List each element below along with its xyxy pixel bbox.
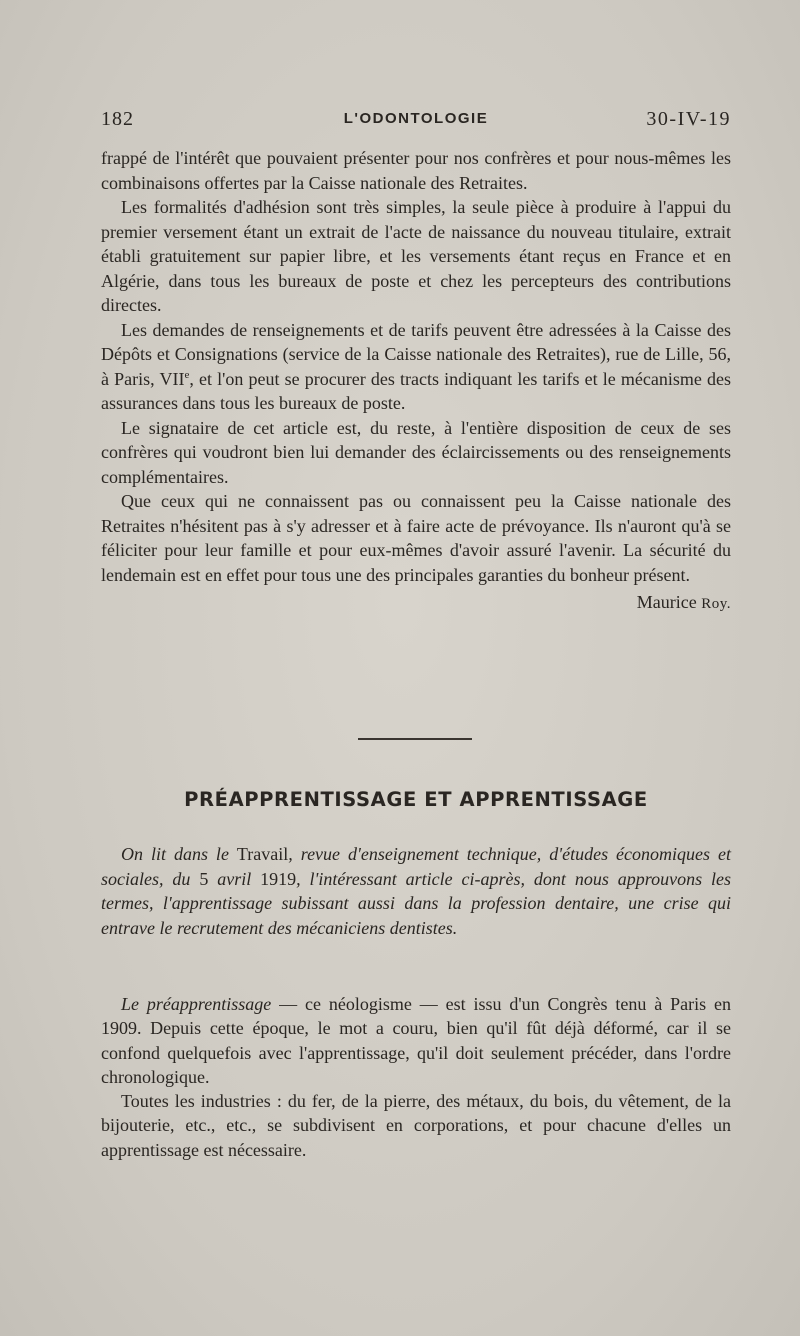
paragraph — [101, 318, 731, 416]
editor-introduction — [101, 842, 731, 940]
issue-date: 30-IV-19 — [646, 108, 731, 130]
superscript: e — [184, 368, 190, 381]
author-signature — [101, 590, 731, 616]
paragraph: Que ceux qui ne connaissent pas ou connaissent peu la Caisse nationale des Retraites n'hésitent pas à s'y adresser et à faire acte de prévoyance. Ils n'auront qu'à se féliciter pour leur famille et pour eux-mêmes d'avoir assuré l'avenir. La sécurité du lendemain est en effet pour tous une des principales garanties du bonheur présent. — [101, 491, 731, 585]
article-retraites — [101, 146, 731, 616]
signature-first-name: Maurice — [636, 592, 697, 612]
running-header — [101, 108, 731, 140]
intro-text: , revue d'enseignement technique, d'études économiques et sociales, du — [101, 844, 731, 889]
intro-day: 5 — [199, 868, 209, 889]
paragraph: Le signataire de cet article est, du reste, à l'entière disposition de ceux de ses confrères qui voudront bien lui demander des éclaircissements ou des renseignements complémentaires. — [101, 417, 731, 487]
article-body — [101, 992, 731, 1162]
intro-year: 1919 — [260, 868, 297, 889]
paragraph-text: , et l'on peut se procurer des tracts indiquant les tarifs et le mécanisme des assurances dans tous les bureaux de poste. — [101, 368, 731, 413]
lead-term: Le préapprentissage — [121, 994, 272, 1014]
paragraph: Toutes les industries : du fer, de la pierre, des métaux, du bois, du vêtement, de la bijouterie, etc., etc., se subdivisent en corporations, et pour chacune d'elles un apprentissage est nécessaire. — [101, 1091, 731, 1160]
signature-last-name: Roy. — [701, 596, 731, 612]
journal-name: Travail — [236, 844, 289, 864]
intro-paragraph — [101, 842, 731, 940]
paragraph-text: — ce néologisme — est issu d'un Congrès tenu à Paris en 1909. Depuis cette époque, le mot a couru, bien qu'il fût déjà déformé, car il se confond quelquefois avec l'apprentissage, qu'il doit seulement précéder, dans l'ordre chronologique. — [101, 994, 731, 1087]
intro-text: On lit dans le — [121, 844, 237, 864]
intro-text: avril — [208, 868, 261, 889]
section-divider — [358, 738, 472, 740]
page-number: 182 — [101, 108, 134, 130]
article-title: PRÉAPPRENTISSAGE ET APPRENTISSAGE — [184, 788, 648, 811]
journal-title: L'ODONTOLOGIE — [343, 110, 489, 127]
paragraph: Les formalités d'adhésion sont très simples, la seule pièce à produire à l'appui du premier versement étant un extrait de l'acte de naissance du nouveau titulaire, extrait établi gratuitement sur papier libre, et les versements étant reçus en France et en Algérie, dans tous les bureaux de poste et chez les percepteurs des contributions directes. — [101, 197, 731, 315]
paragraph: frappé de l'intérêt que pouvaient présenter pour nos confrères et pour nous-mêmes les combinaisons offertes par la Caisse nationale des Retraites. — [101, 148, 731, 193]
paragraph — [101, 992, 731, 1089]
paragraph-text: Les demandes de renseignements et de tarifs peuvent être adressées à la Caisse des Dépôts et Consignations (service de la Caisse nationale des Retraites), rue de Lille, 56, à Paris, VII — [101, 319, 731, 389]
intro-text: , l'intéressant article ci-après, dont nous approuvons les termes, l'apprentissage subissant aussi dans la profession dentaire, une crise qui entrave le recrutement des mécaniciens dentistes. — [101, 868, 731, 938]
